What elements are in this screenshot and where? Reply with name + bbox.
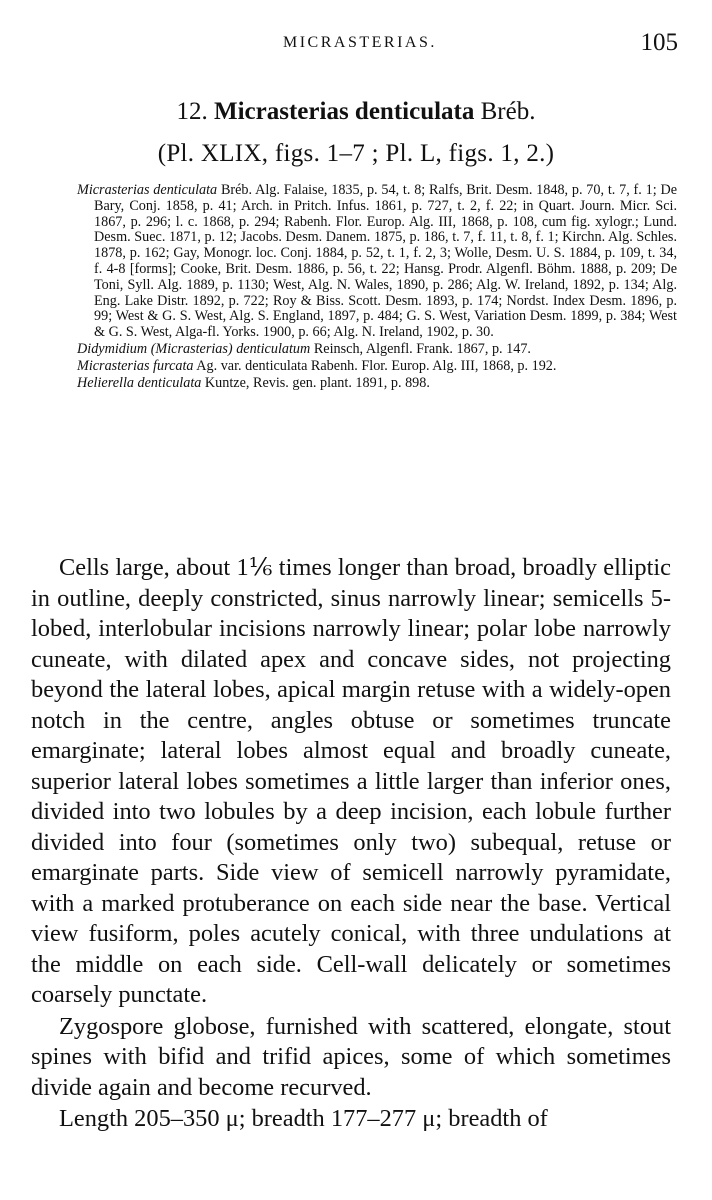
synonym-entry <box>77 183 677 341</box>
synonym-entry <box>77 359 677 375</box>
synonym-entry <box>77 342 677 358</box>
plate-reference: (Pl. XLIX, figs. 1–7 ; Pl. L, figs. 1, 2.) <box>157 140 555 167</box>
synonym-citation: Ag. var. denticulata Rabenh. Flor. Europ. Alg. III, 1868, p. 192. <box>196 357 557 374</box>
synonym-entry <box>77 376 677 392</box>
synonym-taxon: Micrasterias furcata <box>77 357 194 374</box>
species-heading <box>0 96 712 129</box>
page-number: 105 <box>640 29 678 56</box>
synonym-taxon: Micrasterias denticulata <box>77 182 218 198</box>
species-name: Micrasterias denticulata <box>214 98 475 125</box>
running-title: MICRASTERIAS. <box>283 34 437 51</box>
species-description <box>31 553 671 1135</box>
species-number: 12. <box>176 98 208 125</box>
synonym-citation: Bréb. Alg. Falaise, 1835, p. 54, t. 8; Ralfs, Brit. Desm. 1848, p. 70, t. 7, f. 1; De Bary, Conj. 1858, p. 41; Arch. in Pritch. Infus. 1861, p. 727, t. 2, f. 22; in Quart. Journ. Micr. Sci. 1867, p. 296; l. c. 1868, p. 294; Rabenh. Flor. Europ. Alg. III, 1868, p. 108, cum fig. xylogr.; Lund. Desm. Suec. 1871, p. 12; Jacobs. Desm. Danem. 1875, p. 186, t. 7, f. 11, t. 8, f. 1; Kirchn. Alg. Schles. 1878, p. 162; Gay, Monogr. loc. Conj. 1884, p. 52, t. 1, f. 2, 3; Wolle, Desm. U. S. 1884, p. 109, t. 34, f. 4-8 [forms]; Cooke, Brit. Desm. 1886, p. 56, t. 22; Hansg. Prodr. Algenfl. Böhm. 1888, p. 209; De Toni, Syll. Alg. 1889, p. 1130; West, Alg. N. Wales, 1890, p. 286; Alg. W. Ireland, 1892, p. 134; Alg. Eng. Lake Distr. 1892, p. 722; Roy & Biss. Scott. Desm. 1893, p. 174; Nordst. Index Desm. 1896, p. 99; West & G. S. West, Alg. S. England, 1897, p. 484; G. S. West, Variation Desm. 1899, p. 384; West & G. S. West, Alga-fl. Yorks. 1900, p. 66; Alg. N. Ireland, 1902, p. 30. <box>94 182 677 341</box>
description-paragraph-cells: Cells large, about 1⅙ times longer than broad, broadly elliptic in outline, deeply constricted, sinus narrowly linear; semicells 5-lobed, interlobular incisions narrowly linear; polar lobe narrowly cuneate, with dilated apex and concave sides, not projecting beyond the lateral lobes, apical margin retuse with a widely-open notch in the centre, angles obtuse or sometimes truncate emarginate; lateral lobes almost equal and broadly cuneate, superior lateral lobes sometimes a little larger than inferior ones, divided into two lobules by a deep incision, each lobule further divided into four (sometimes only two) subequal, retuse or emarginate parts. Side view of semicell narrowly pyramidate, with a marked protuberance on each side near the base. Vertical view fusiform, poles acutely conical, with three undulations at the middle on each side. Cell-wall delicately or sometimes coarsely punctate. <box>31 554 671 1008</box>
synonym-taxon: Helierella denticulata <box>77 374 202 391</box>
synonymy-list <box>77 183 677 392</box>
species-author: Bréb. <box>480 98 536 125</box>
description-paragraph-zygospore: Zygospore globose, furnished with scattered, elongate, stout spines with bifid and trifid apices, some of which sometimes divide again and become recurved. <box>31 1012 671 1101</box>
synonym-citation: Reinsch, Algenfl. Frank. 1867, p. 147. <box>313 340 531 357</box>
synonym-taxon: Didymidium (Micrasterias) denticulatum <box>77 340 311 357</box>
description-paragraph-dimensions: Length 205–350 μ; breadth 177–277 μ; breadth of <box>59 1105 548 1132</box>
synonym-citation: Kuntze, Revis. gen. plant. 1891, p. 898. <box>204 374 430 391</box>
running-head <box>0 29 712 62</box>
